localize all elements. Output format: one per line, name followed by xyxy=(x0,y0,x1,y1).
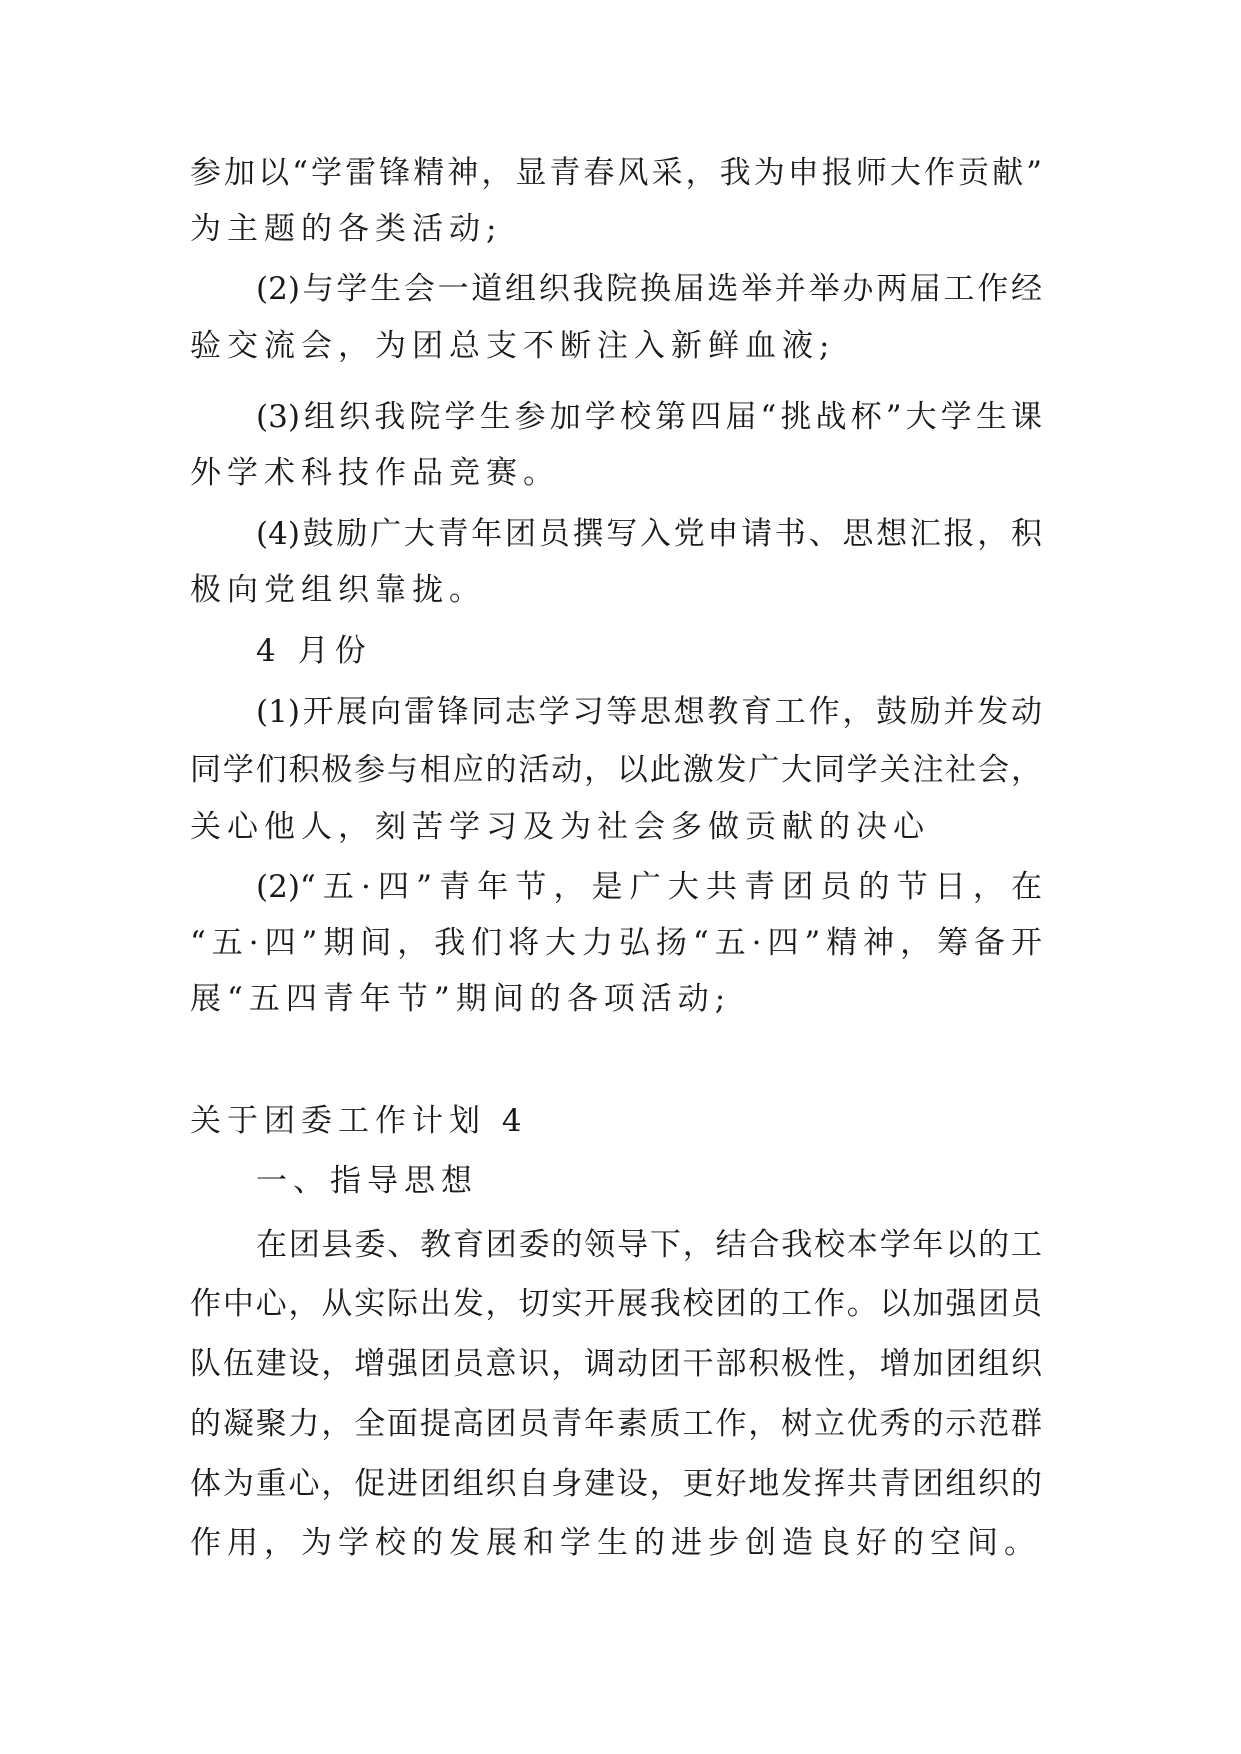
text-line: (4)鼓励广大青年团员撰写入党申请书、思想汇报，积 xyxy=(256,516,1042,552)
text-line: 参加以“学雷锋精神，显青春风采，我为申报师大作贡献” xyxy=(190,155,1042,191)
document-title: 关于团委工作计划 4 xyxy=(190,1103,528,1139)
text-line: 为主题的各类活动; xyxy=(190,211,503,247)
section-heading: 4 月份 xyxy=(256,633,372,669)
text-line: 同学们积极参与相应的活动，以此激发广大同学关注社会， xyxy=(190,752,1042,788)
section-heading: 一、指导思想 xyxy=(256,1163,478,1199)
text-line: 验交流会，为团总支不断注入新鲜血液; xyxy=(190,328,836,364)
text-line: 关心他人，刻苦学习及为社会多做贡献的决心 xyxy=(190,809,930,845)
text-line: 展“五四青年节”期间的各项活动; xyxy=(190,981,732,1017)
text-line: (3)组织我院学生参加学校第四届“挑战杯”大学生课 xyxy=(256,399,1042,435)
text-line: (2)与学生会一道组织我院换届选举并举办两届工作经 xyxy=(256,271,1042,307)
text-line: 作用，为学校的发展和学生的进步创造良好的空间。 xyxy=(190,1525,1041,1561)
text-line: 作中心，从实际出发，切实开展我校团的工作。以加强团员 xyxy=(190,1286,1042,1322)
text-line: 队伍建设，增强团员意识，调动团干部积极性，增加团组织 xyxy=(190,1346,1042,1382)
text-line: 外学术科技作品竞赛。 xyxy=(190,455,560,491)
text-line: (2)“五·四”青年节，是广大共青团员的节日，在 xyxy=(256,869,1042,905)
text-line: “五·四”期间，我们将大力弘扬“五·四”精神，筹备开 xyxy=(190,925,1042,961)
text-line: 在团县委、教育团委的领导下，结合我校本学年以的工 xyxy=(256,1227,1042,1263)
text-line: 体为重心，促进团组织自身建设，更好地发挥共青团组织的 xyxy=(190,1466,1042,1502)
text-line: (1)开展向雷锋同志学习等思想教育工作，鼓励并发动 xyxy=(256,694,1042,730)
text-line: 极向党组织靠拢。 xyxy=(190,572,486,608)
text-line: 的凝聚力，全面提高团员青年素质工作，树立优秀的示范群 xyxy=(190,1406,1042,1442)
